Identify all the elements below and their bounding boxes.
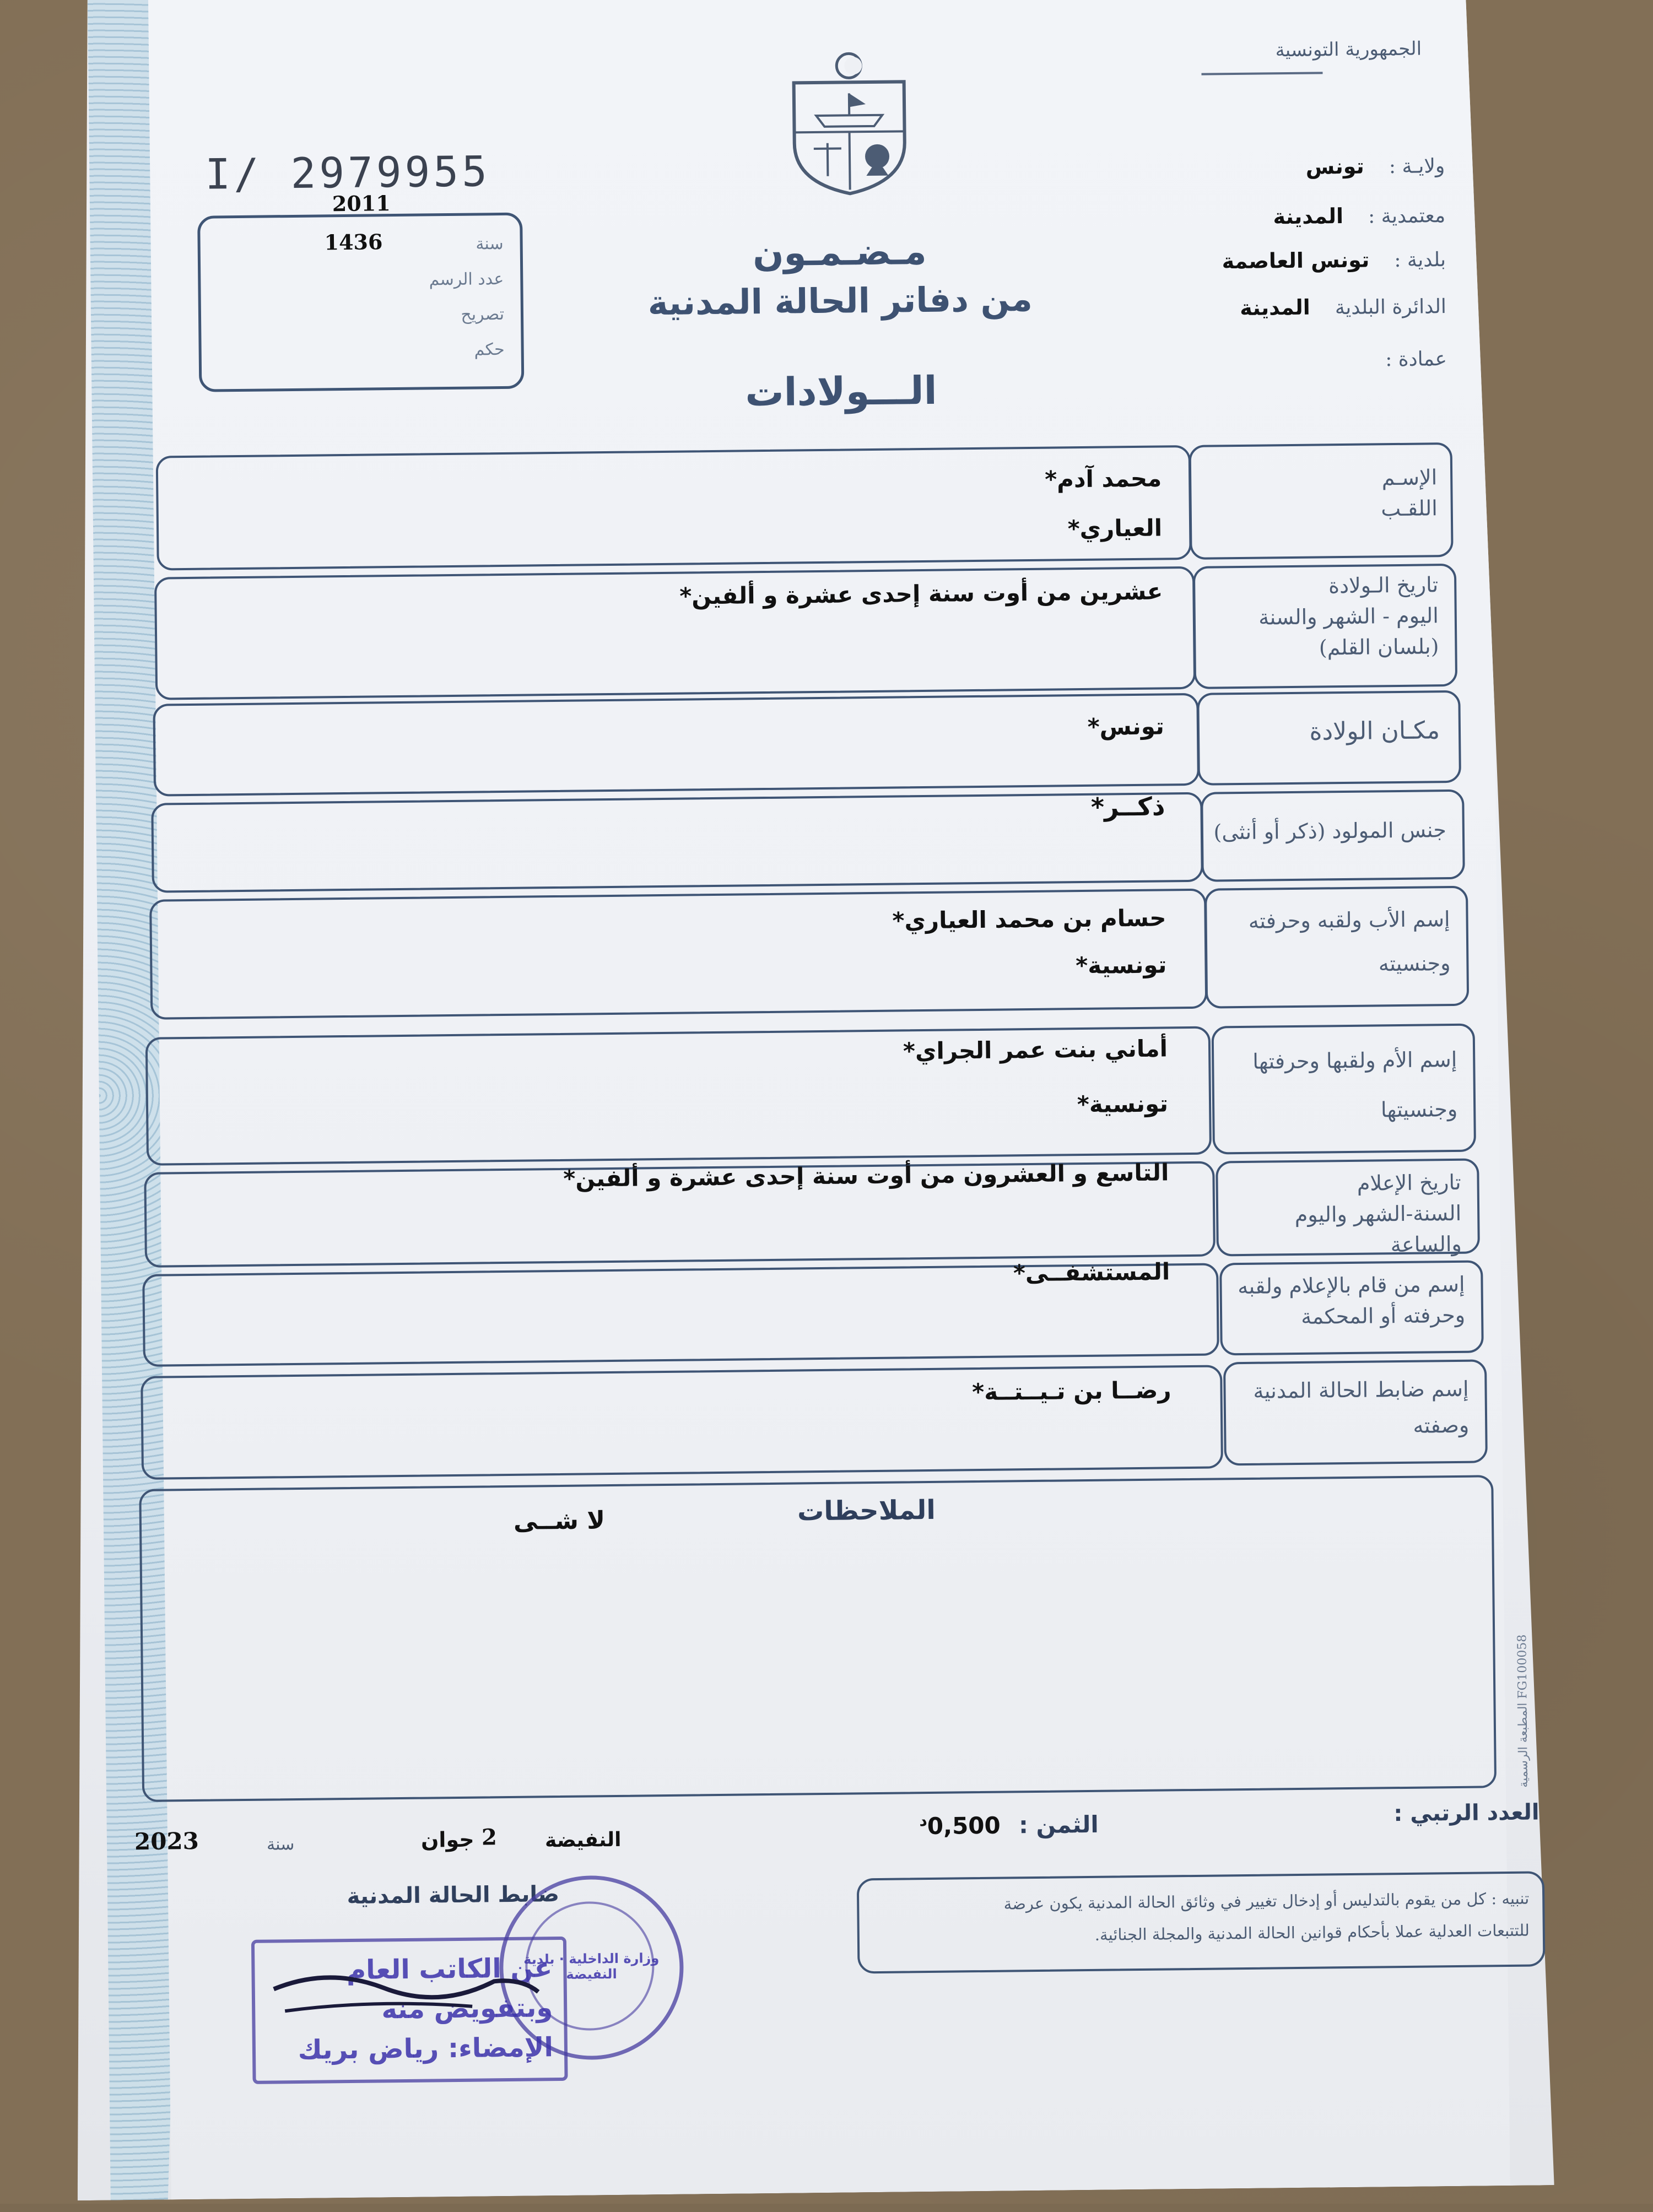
label-first-name: الإسـم bbox=[1200, 462, 1438, 495]
rect-stamp-line-1: عن الكاتب العام bbox=[266, 1948, 553, 1991]
label-mother-nationality: وجنسيتها bbox=[1220, 1084, 1458, 1136]
value-sex: ذكــر* bbox=[515, 781, 1165, 837]
info-value-governorate: تونس bbox=[1306, 154, 1365, 179]
value-mother-name: أماني بنت عمر الجراي* bbox=[517, 1021, 1168, 1083]
label-declarant-occupation: وحرفته أو المحكمة bbox=[1228, 1300, 1466, 1333]
field-value-mother bbox=[517, 1021, 1169, 1138]
rect-stamp-line-3: الإمضاء: رياض بريك bbox=[267, 2027, 554, 2070]
field-label-sex bbox=[1209, 814, 1447, 847]
label-birth-date: تاريخ الـولادة bbox=[1201, 569, 1439, 602]
field-value-declarant bbox=[520, 1247, 1170, 1303]
footer-serial-label: العدد الرتبي : bbox=[1269, 1799, 1539, 1827]
record-number-value: 1436 bbox=[324, 229, 382, 255]
label-father: إسم الأب ولقبه وحرفته bbox=[1213, 897, 1450, 943]
record-label-judgment: حكم bbox=[394, 332, 505, 369]
info-label-delegation: معتمدية : bbox=[1368, 204, 1446, 228]
info-value-delegation: المدينة bbox=[1273, 204, 1343, 229]
footer-price bbox=[900, 1810, 1099, 1840]
round-stamp-text: وزارة الداخلية · بلدية النفيضة bbox=[509, 1950, 674, 1983]
handwritten-signature bbox=[262, 1953, 550, 2038]
field-label-registrar bbox=[1231, 1371, 1469, 1446]
field-label-name bbox=[1200, 462, 1438, 526]
price-value: 0,500 bbox=[927, 1812, 1001, 1840]
document-title-births: الـــولادات bbox=[620, 366, 1062, 416]
record-box-labels bbox=[393, 226, 505, 369]
info-label-governorate: ولايـة : bbox=[1389, 155, 1445, 178]
info-label-sector: عمادة : bbox=[1385, 348, 1447, 371]
record-label-number: عدد الرسم bbox=[393, 262, 504, 298]
document-title-registers: من دفاتر الحالة المدنية bbox=[619, 278, 1061, 323]
label-registrar: إسم ضابط الحالة المدنية bbox=[1231, 1371, 1469, 1409]
record-label-declaration: تصريح bbox=[394, 297, 505, 333]
label-birth-date-format: اليوم - الشهر والسنة bbox=[1202, 600, 1439, 633]
field-value-father bbox=[516, 894, 1167, 994]
price-label: الثمن : bbox=[1019, 1811, 1099, 1839]
field-value-birth-place bbox=[514, 701, 1164, 758]
label-registrar-title: وصفته bbox=[1232, 1407, 1470, 1446]
officer-signature-label: ضابط الحالة المدنية bbox=[339, 1881, 559, 1909]
value-registrar: رضــا بن تـيــتــة* bbox=[521, 1365, 1171, 1421]
document-title-content: مـضـمـون bbox=[646, 229, 1033, 275]
label-birth-place: مكـان الولادة bbox=[1208, 715, 1440, 748]
field-label-declarant bbox=[1228, 1269, 1465, 1333]
footer-day: 2 bbox=[482, 1824, 497, 1850]
footer-month: جوان bbox=[421, 1827, 474, 1852]
coat-of-arms-icon bbox=[782, 48, 916, 198]
footer-year-label: سنة bbox=[267, 1835, 295, 1854]
field-value-declaration-date bbox=[452, 1148, 1169, 1205]
footer-place: النفيضة bbox=[545, 1829, 622, 1852]
price-currency: د bbox=[919, 1811, 927, 1830]
value-declarant: المستشفــى* bbox=[520, 1247, 1170, 1303]
info-value-district: المدينة bbox=[1240, 295, 1310, 320]
label-declaration-date: تاريخ الإعلام bbox=[1224, 1167, 1461, 1200]
printer-side-note: المطبعة الرسمية FG100058 bbox=[1515, 1635, 1536, 1788]
value-first-name: محمد آدم* bbox=[566, 453, 1162, 509]
field-value-sex bbox=[515, 781, 1165, 837]
field-label-declaration-date bbox=[1224, 1167, 1462, 1262]
record-year-value: 2011 bbox=[332, 191, 391, 216]
label-sex: جنس المولود (ذكر أو أنثى) bbox=[1209, 814, 1447, 847]
value-mother-nationality: تونسية* bbox=[518, 1076, 1169, 1138]
footer-year-value: 2023 bbox=[134, 1827, 199, 1855]
warning-text bbox=[868, 1883, 1530, 1954]
label-surname: اللقـب bbox=[1201, 493, 1438, 526]
field-label-father bbox=[1213, 897, 1451, 987]
label-declarant: إسم من قام بالإعلام ولقبه bbox=[1228, 1269, 1465, 1302]
birth-certificate-document bbox=[10, 0, 1632, 2212]
serial-digits: 2979955 bbox=[290, 147, 490, 198]
remarks-value: لا شــى bbox=[412, 1506, 606, 1537]
field-label-birth-date bbox=[1201, 569, 1439, 664]
field-value-registrar bbox=[521, 1365, 1171, 1421]
rect-stamp-line-2: وبتفويض منه bbox=[266, 1988, 553, 2030]
label-declaration-date-format: السنة-الشهر واليوم والساعة bbox=[1224, 1198, 1462, 1262]
value-father-name: حسام بن محمد العياري* bbox=[516, 894, 1166, 948]
warning-line-2: للتتبعات العدلية عملا بأحكام قوانين الحالة المدنية والمجلة الجنائية. bbox=[868, 1914, 1530, 1954]
info-row-governorate bbox=[1114, 153, 1445, 190]
info-label-municipality: بلدية : bbox=[1394, 248, 1446, 272]
serial-prefix: I/ bbox=[205, 149, 262, 199]
republic-heading: الجمهورية التونسية bbox=[1146, 37, 1422, 62]
info-row-sector bbox=[1116, 346, 1447, 382]
value-surname: العياري* bbox=[567, 503, 1163, 559]
info-row-delegation bbox=[1115, 203, 1446, 239]
field-value-name bbox=[566, 453, 1163, 559]
label-father-nationality: وجنسيته bbox=[1213, 941, 1451, 987]
value-birth-date: عشرين من أوت سنة إحدى عشرة و ألفين* bbox=[512, 566, 1163, 623]
value-father-nationality: تونسية* bbox=[516, 941, 1167, 994]
value-birth-place: تونس* bbox=[514, 701, 1164, 758]
info-label-district: الدائرة البلدية bbox=[1335, 295, 1446, 319]
field-value-birth-date bbox=[512, 566, 1163, 623]
warning-line-1: تنبيه : كل من يقوم بالتدليس أو إدخال تغيير في وثائق الحالة المدنية يكون عرضة bbox=[868, 1883, 1530, 1922]
info-value-municipality: تونس العاصمة bbox=[1222, 247, 1369, 273]
info-row-municipality bbox=[1115, 247, 1446, 283]
record-label-year: سنة bbox=[393, 226, 504, 263]
info-row-district bbox=[1116, 294, 1447, 330]
remarks-label: الملاحظات bbox=[715, 1495, 936, 1528]
label-birth-date-words: (بلسان القلم) bbox=[1202, 631, 1439, 664]
field-label-birth-place bbox=[1208, 715, 1440, 748]
field-label-mother bbox=[1220, 1035, 1458, 1136]
label-mother: إسم الأم ولقبها وحرفتها bbox=[1220, 1035, 1457, 1086]
value-declaration-date: التاسع و العشرون من أوت سنة إحدى عشرة و ألفين* bbox=[452, 1148, 1169, 1205]
